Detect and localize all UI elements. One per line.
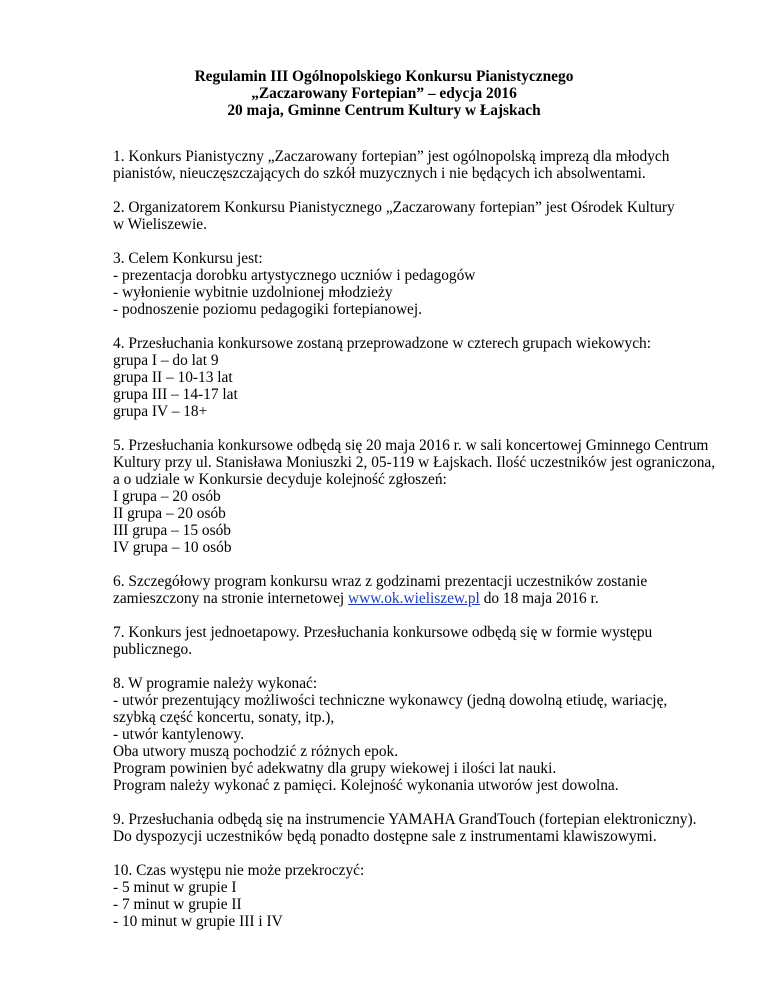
text-line: - 7 minut w grupie II	[113, 896, 242, 913]
paragraph-8	[113, 675, 693, 794]
text-line: - prezentacja dorobku artystycznego uczniów i pedagogów	[113, 267, 476, 284]
text-line: - wyłonienie wybitnie uzdolnionej młodzieży	[113, 284, 393, 301]
text-line: grupa IV – 18+	[113, 403, 208, 420]
text-fragment: zamieszczony na stronie internetowej	[113, 590, 349, 607]
text-line: publicznego.	[113, 641, 193, 658]
paragraph-7	[113, 624, 693, 658]
document-title	[0, 68, 768, 119]
title-line: 20 maja, Gminne Centrum Kultury w Łajskach	[227, 102, 541, 119]
text-line: 6. Szczegółowy program konkursu wraz z godzinami prezentacji uczestników zostanie	[113, 573, 648, 590]
text-line: IV grupa – 10 osób	[113, 539, 232, 556]
paragraph-4	[113, 335, 693, 420]
title-line: Regulamin III Ogólnopolskiego Konkursu Pianistycznego	[194, 68, 574, 85]
text-line: Program należy wykonać z pamięci. Kolejność wykonania utworów jest dowolna.	[113, 777, 619, 794]
text-line: Do dyspozycji uczestników będą ponadto dostępne sale z instrumentami klawiszowymi.	[113, 828, 657, 845]
text-line: 7. Konkurs jest jednoetapowy. Przesłuchania konkursowe odbędą się w formie występu	[113, 624, 653, 641]
text-line: w Wieliszewie.	[113, 216, 207, 233]
text-line: - utwór prezentujący możliwości techniczne wykonawcy (jedną dowolną etiudę, wariację,	[113, 692, 668, 709]
text-line: II grupa – 20 osób	[113, 505, 226, 522]
text-line: Program powinien być adekwatny dla grupy wiekowej i ilości lat nauki.	[113, 760, 557, 777]
text-line: - 5 minut w grupie I	[113, 879, 237, 896]
text-line: pianistów, nieuczęszczających do szkół muzycznych i nie będących ich absolwentami.	[113, 165, 646, 182]
text-line: III grupa – 15 osób	[113, 522, 231, 539]
text-line: - utwór kantylenowy.	[113, 726, 245, 743]
text-fragment: do 18 maja 2016 r.	[479, 590, 599, 607]
text-line: szybką część koncertu, sonaty, itp.),	[113, 709, 335, 726]
text-line: 10. Czas występu nie może przekroczyć:	[113, 862, 365, 879]
text-line: I grupa – 20 osób	[113, 488, 221, 505]
paragraph-6	[113, 573, 693, 607]
text-line: 4. Przesłuchania konkursowe zostaną przeprowadzone w czterech grupach wiekowych:	[113, 335, 652, 352]
text-line: 2. Organizatorem Konkursu Pianistycznego „Zaczarowany fortepian” jest Ośrodek Kultury	[113, 199, 675, 216]
text-line: 9. Przesłuchania odbędą się na instrumencie YAMAHA GrandTouch (fortepian elektroniczny).	[113, 811, 697, 828]
paragraph-1	[113, 148, 693, 182]
text-line: - podnoszenie poziomu pedagogiki fortepianowej.	[113, 301, 423, 318]
paragraph-9	[113, 811, 697, 845]
text-line: 5. Przesłuchania konkursowe odbędą się 20 maja 2016 r. w sali koncertowej Gminnego Centrum	[113, 437, 709, 454]
text-line: grupa III – 14-17 lat	[113, 386, 238, 403]
text-line: Kultury przy ul. Stanisława Moniuszki 2, 05-119 w Łajskach. Ilość uczestników jest ograniczona,	[113, 454, 716, 471]
text-line: a o udziale w Konkursie decyduje kolejność zgłoszeń:	[113, 471, 447, 488]
text-line	[113, 590, 693, 607]
text-line: - 10 minut w grupie III i IV	[113, 913, 283, 930]
paragraph-10	[113, 862, 693, 930]
title-line: „Zaczarowany Fortepian” – edycja 2016	[251, 85, 517, 102]
document-body	[113, 148, 716, 947]
text-line: 8. W programie należy wykonać:	[113, 675, 318, 692]
text-line: 1. Konkurs Pianistyczny „Zaczarowany fortepian” jest ogólnopolską imprezą dla młodych	[113, 148, 670, 165]
paragraph-5	[113, 437, 716, 556]
paragraph-2	[113, 199, 693, 233]
text-line: Oba utwory muszą pochodzić z różnych epok.	[113, 743, 399, 760]
text-line: grupa II – 10-13 lat	[113, 369, 233, 386]
website-link[interactable]: www.ok.wieliszew.pl	[348, 590, 480, 607]
text-line: 3. Celem Konkursu jest:	[113, 250, 263, 267]
paragraph-3	[113, 250, 693, 318]
text-line: grupa I – do lat 9	[113, 352, 219, 369]
